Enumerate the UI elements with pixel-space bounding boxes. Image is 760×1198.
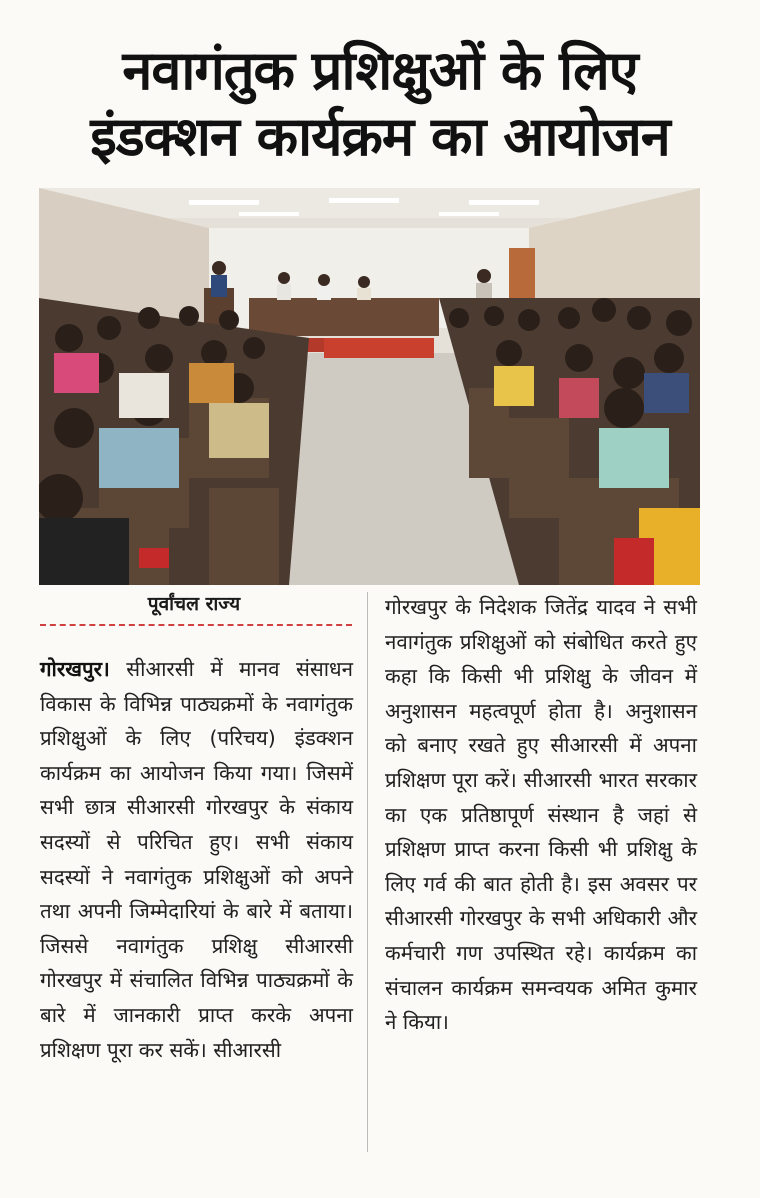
byline: पूर्वांचल राज्य [147,593,241,615]
article-column-2: गोरखपुर के निदेशक जितेंद्र यादव ने सभी नवागंतुक प्रशिक्षुओं को संबोधित करते हुए कहा कि किसी भी प्रशिक्षु के जीवन में अनुशासन महत्वपूर्ण होता है। अनुशासन को बनाए रखते हुए सीआरसी में अपना प्रशिक्षण पूरा करें। सीआरसी भारत सरकार का एक प्रतिष्ठापूर्ण संस्थान है जहां से प्रशिक्षण प्राप्त करना किसी भी प्रशिक्षु के लिए गर्व की बात होती है। इस अवसर पर सीआरसी गोरखपुर के सभी अधिकारी और कर्मचारी गण उपस्थित रहे। कार्यक्रम का संचालन कार्यक्रम समन्वयक अमित कुमार ने किया। [385,595,697,1035]
article-column-1 [40,652,353,1067]
seminar-hall-photo-icon [39,188,700,585]
headline-line-2: इंडक्शन कार्यक्रम का आयोजन [90,105,670,168]
headline [20,38,740,170]
headline-line-1: नवागंतुक प्रशिक्षुओं के लिए [122,39,638,102]
byline-divider [40,624,352,626]
event-photo [39,188,700,585]
article-text-1: सीआरसी में मानव संसाधन विकास के विभिन्न पाठ्यक्रमों के नवागंतुक प्रशिक्षुओं के लिए (परिचय) इंडक्शन कार्यक्रम का आयोजन किया गया। जिसमें सभी छात्र सीआरसी गोरखपुर के संकाय सदस्यों से परिचित हुए। सभी संकाय सदस्यों ने नवागंतुक प्रशिक्षुओं को अपने तथा अपनी जिम्मेदारियां के बारे में बताया। जिससे नवागंतुक प्रशिक्षु सीआरसी गोरखपुर में संचालित विभिन्न पाठ्यक्रमों के बारे में जानकारी प्राप्त करके अपना प्रशिक्षण पूरा कर सकें। सीआरसी [40,657,353,1062]
dateline: गोरखपुर। [40,657,110,681]
column-divider [367,592,368,1152]
